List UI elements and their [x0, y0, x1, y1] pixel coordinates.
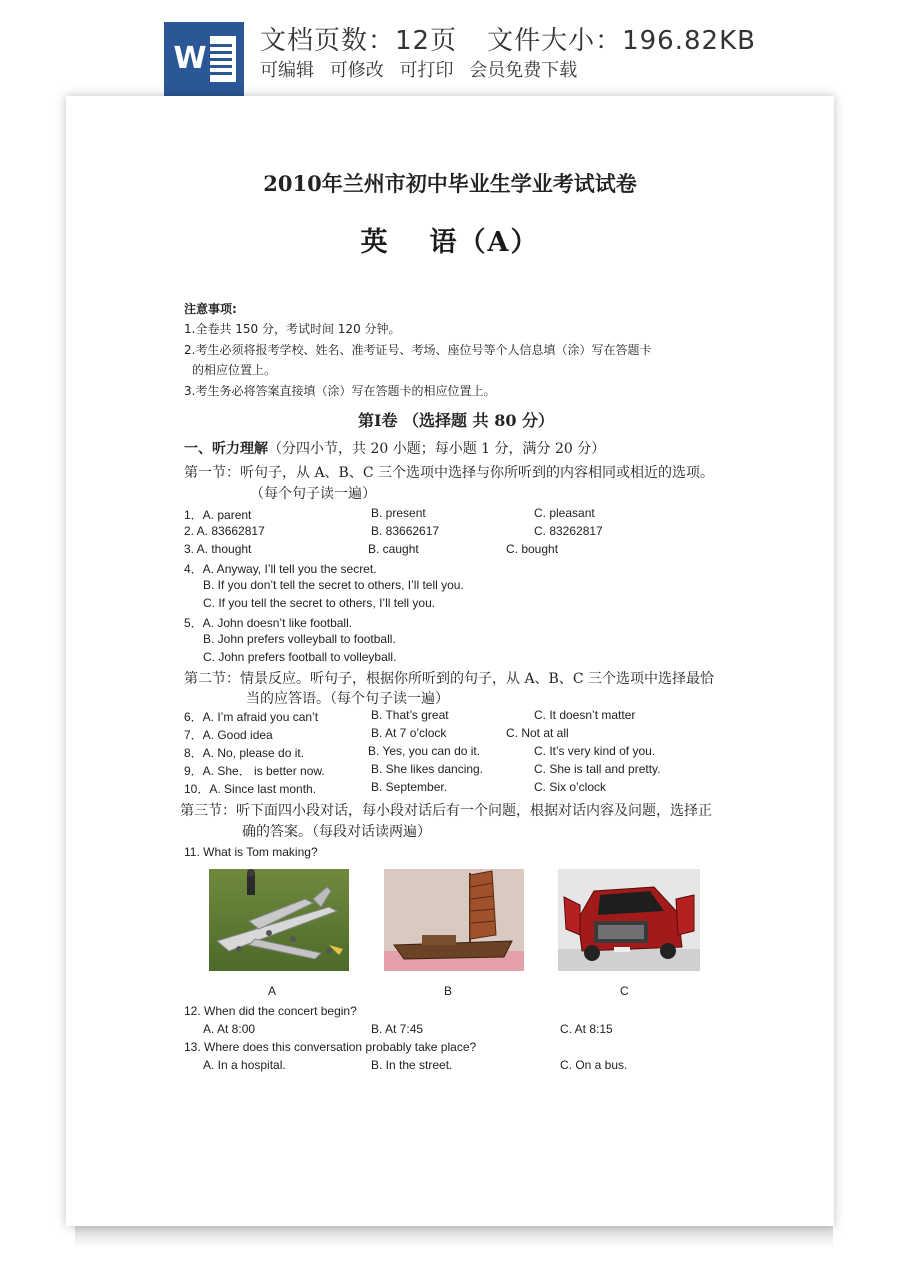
q3-option-b: B. caught [368, 542, 419, 556]
word-document-icon [164, 22, 244, 96]
word-letter: W [170, 36, 210, 82]
q7-option-a: 7．A. Good idea [184, 728, 273, 742]
section-heading [184, 438, 605, 458]
q3-option-a: 3. A. thought [184, 542, 252, 556]
image-label-c: C [620, 984, 629, 998]
model-boat-image [384, 869, 524, 971]
q10-option-c: C. Six o’clock [534, 780, 607, 794]
q6-option-c: C. It doesn’t matter [534, 708, 636, 722]
feature-list [260, 56, 587, 82]
header-bar [0, 0, 900, 100]
q7-option-c: C. Not at all [506, 726, 569, 740]
part1-instruction: 第一节：听句子，从 A、B、C 三个选项中选择与你所听到的内容相同或相近的选项。 [184, 465, 715, 481]
section1-heading: 一、听力理解 [184, 441, 268, 457]
notice-heading: 注意事项: [184, 302, 237, 316]
file-size: 文件大小：196.82KB [487, 26, 756, 56]
q13-option-b: B. In the street. [371, 1058, 453, 1072]
q2-option-b: B. 83662617 [371, 524, 440, 538]
q10-option-a: 10．A. Since last month. [184, 782, 317, 796]
q2-option-c: C. 83262817 [534, 524, 603, 538]
document-page [66, 96, 834, 1226]
q6-option-b: B. That’s great [371, 708, 449, 722]
q13-option-a: A. In a hospital. [203, 1058, 286, 1072]
section1-note: （分四小节，共 20 小题；每小题 1 分，满分 20 分） [268, 441, 606, 457]
notice-item: 的相应位置上。 [192, 363, 277, 377]
q10-option-b: B. September. [371, 780, 448, 794]
q8-option-b: B. Yes, you can do it. [368, 744, 481, 758]
part2-instruction: 第二节：情景反应。听句子，根据你所听到的句子，从 A、B、C 三个选项中选择最恰 [184, 671, 715, 687]
notice-item: 2.考生必须将报考学校、姓名、准考证号、考场、座位号等个人信息填（涂）写在答题卡 [184, 343, 652, 357]
subject-char-2: 语（A） [429, 227, 540, 258]
q9-option-a: 9．A. She． is better now. [184, 764, 325, 778]
feature-member-download: 会员免费下载 [469, 60, 578, 81]
subject-char-1: 英 [360, 227, 390, 258]
q8-option-c: C. It’s very kind of you. [534, 744, 656, 758]
q12-option-a: A. At 8:00 [203, 1022, 256, 1036]
exam-title: 2010年兰州市初中毕业生学业考试试卷 [263, 171, 637, 196]
model-car-image [558, 869, 700, 971]
q1-option-a: 1．A. parent [184, 508, 252, 522]
q13-question: 13. Where does this conversation probably take place? [184, 1040, 477, 1054]
q12-option-b: B. At 7:45 [371, 1022, 424, 1036]
exam-subject [66, 220, 834, 259]
q6-option-a: 6．A. I’m afraid you can’t [184, 710, 319, 724]
q2-option-a: 2. A. 83662817 [184, 524, 265, 538]
part3-instruction: 第三节：听下面四小段对话，每小段对话后有一个问题，根据对话内容及问题，选择正 [180, 803, 712, 819]
q4-option-b: B. If you don’t tell the secret to others, I’ll tell you. [203, 578, 464, 592]
feature-modifiable: 可修改 [329, 60, 384, 81]
q5-option-b: B. John prefers volleyball to football. [203, 632, 396, 646]
part3-instruction-cont: 确的答案。（每段对话读两遍） [242, 824, 431, 840]
feature-printable: 可打印 [399, 60, 454, 81]
file-meta [260, 20, 786, 57]
q11-question: 11. What is Tom making? [184, 845, 318, 859]
q9-option-c: C. She is tall and pretty. [534, 762, 661, 776]
feature-editable: 可编辑 [260, 60, 314, 81]
image-label-b: B [444, 984, 453, 998]
image-label-a: A [268, 984, 277, 998]
part1-instruction-cont: （每个句子读一遍） [250, 486, 376, 502]
q8-option-a: 8．A. No, please do it. [184, 746, 305, 760]
q3-option-c: C. bought [506, 542, 559, 556]
q13-option-c: C. On a bus. [560, 1058, 628, 1072]
q4-option-a: 4．A. Anyway, I’ll tell you the secret. [184, 562, 377, 576]
q5-option-a: 5．A. John doesn’t like football. [184, 616, 353, 630]
q12-option-c: C. At 8:15 [560, 1022, 613, 1036]
notice-item: 3.考生务必将答案直接填（涂）写在答题卡的相应位置上。 [184, 384, 496, 398]
model-airplane-image [209, 869, 349, 971]
page-count: 文档页数：12页 [260, 26, 458, 56]
q1-option-c: C. pleasant [534, 506, 595, 520]
q9-option-b: B. She likes dancing. [371, 762, 484, 776]
q1-option-b: B. present [371, 506, 426, 520]
part2-instruction-cont: 当的应答语。（每个句子读一遍） [246, 691, 449, 707]
q5-option-c: C. John prefers football to volleyball. [203, 650, 397, 664]
q12-question: 12. When did the concert begin? [184, 1004, 357, 1018]
q4-option-c: C. If you tell the secret to others, I’ll tell you. [203, 596, 436, 610]
volume-title: 第Ⅰ卷 （选择题 共 80 分） [358, 411, 555, 430]
notice-item: 1.全卷共 150 分，考试时间 120 分钟。 [184, 322, 401, 336]
q7-option-b: B. At 7 o’clock [371, 726, 447, 740]
